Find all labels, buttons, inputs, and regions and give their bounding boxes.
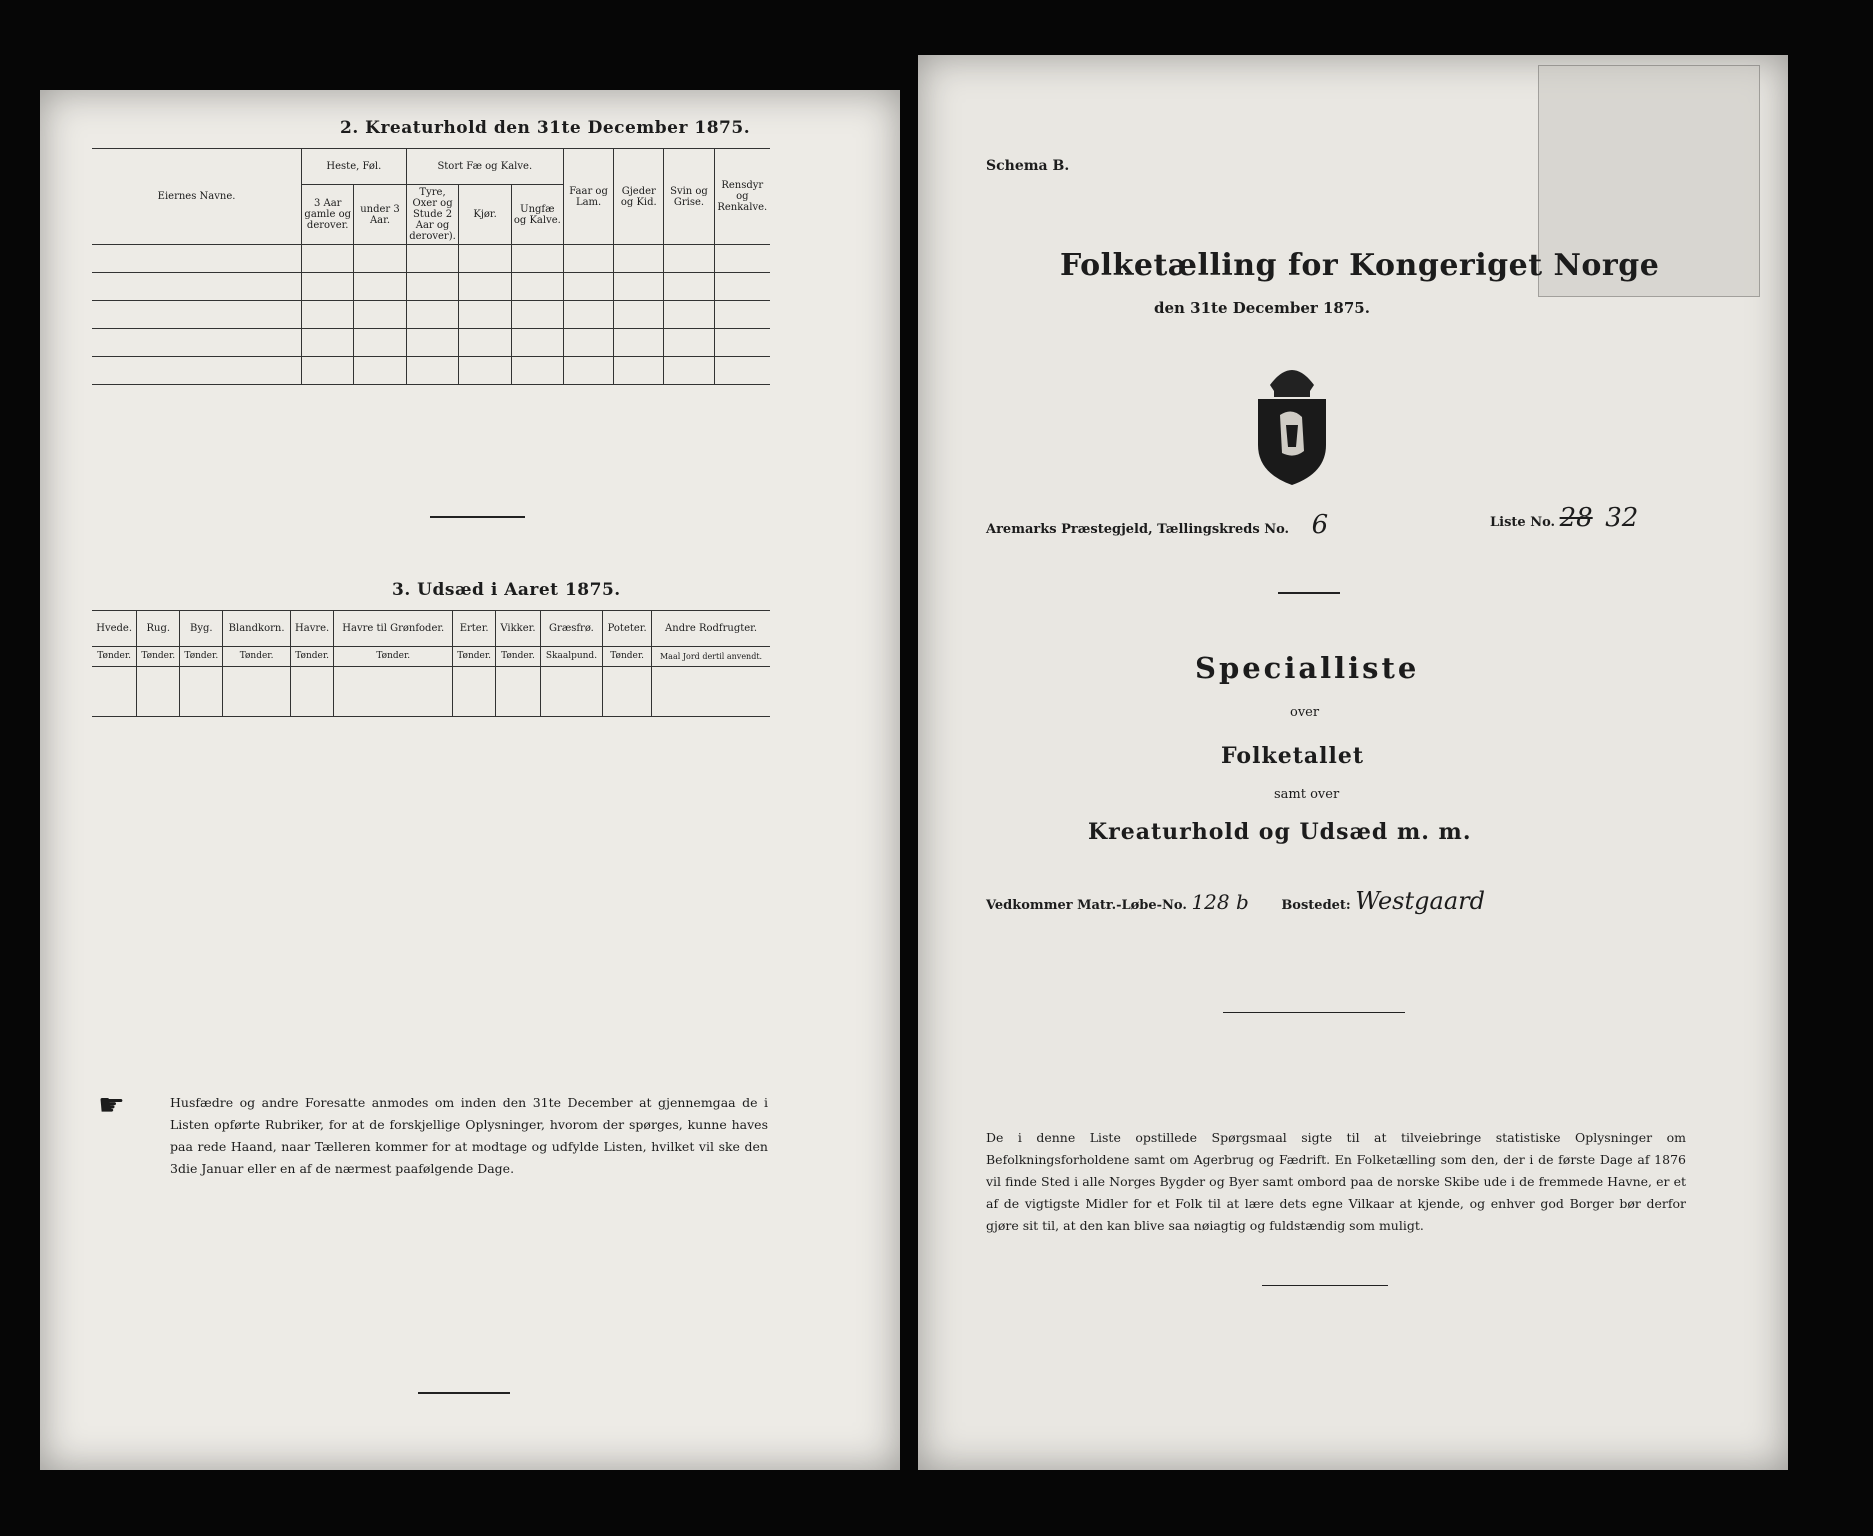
col-havre: Havre. (290, 611, 334, 647)
unit-graesfro: Skaalpund. (540, 647, 602, 667)
col-andre-rodfrugter: Andre Rodfrugter. (652, 611, 770, 647)
specialliste-heading: Specialliste (1195, 651, 1420, 685)
liste-line (1490, 503, 1638, 533)
col-rensdyr: Rensdyr og Renkalve. (714, 149, 770, 245)
table-row (92, 667, 770, 717)
census-date: den 31te December 1875. (1154, 299, 1370, 317)
col-erter: Erter. (453, 611, 496, 647)
footer-paragraph: De i denne Liste opstillede Spørgsmaal sigte til at tilveiebringe statistiske Oplysninger om Befolkningsforholdene samt om Agerbrug og Fædrift. En Folketælling som den, der i de første Dage af 1876 vil finde Sted i alle Norges Bygder og Byer samt ombord paa de norske Skibe ude i de fremmede Havne, er et af de vigtigste Midler for et Folk til at lære dets egne Vilkaar at kjende, og enhver god Borger bør derfor gjøre sit til, at den kan blive saa nøiagtig og fuldstændig som muligt. (986, 1130, 1686, 1233)
kreaturhold-heading: Kreaturhold og Udsæd m. m. (1088, 819, 1472, 845)
over-text-1: over (1290, 705, 1320, 720)
section3-title: 3. Udsæd i Aaret 1875. (392, 580, 621, 600)
udsaed-table (92, 610, 770, 717)
unit-andre-rodfrugter: Maal Jord dertil anvendt. (652, 647, 770, 667)
unit-rug: Tønder. (137, 647, 180, 667)
sub-heste-b: under 3 Aar. (354, 185, 406, 245)
col-poteter: Poteter. (603, 611, 652, 647)
liste-new-number: 32 (1605, 503, 1639, 533)
col-blandkorn: Blandkorn. (223, 611, 291, 647)
table-row (92, 301, 770, 329)
col-rug: Rug. (137, 611, 180, 647)
col-gjeder: Gjeder og Kid. (614, 149, 664, 245)
matr-value: 128 b (1191, 890, 1249, 914)
divider-rule-2 (1223, 1012, 1405, 1013)
folketallet-heading: Folketallet (1221, 743, 1364, 769)
table-row (92, 357, 770, 385)
unit-vikker: Tønder. (496, 647, 541, 667)
right-page (918, 55, 1788, 1470)
unit-havre-gronfoder: Tønder. (334, 647, 453, 667)
section2-title: 2. Kreaturhold den 31te December 1875. (340, 118, 751, 138)
col-svin: Svin og Grise. (664, 149, 714, 245)
sub-stort-c: Ungfæ og Kalve. (511, 185, 563, 245)
table-row (92, 273, 770, 301)
col-hvede: Hvede. (92, 611, 137, 647)
notice-paragraph: Husfædre og andre Foresatte anmodes om inden den 31te December at gjennemgaa de i Listen opførte Rubriker, for at de forskjellige Oplysninger, hvorom der spørges, kunne haves paa rede Haand, naar Tælleren kommer for at modtage og udfylde Listen, hvilket vil ske den 3die Januar eller en af de nærmest paafølgende Dage. (170, 1095, 768, 1176)
kreds-number: 6 (1311, 510, 1329, 540)
table-row (92, 245, 770, 273)
matr-line (986, 887, 1485, 915)
matr-label: Vedkommer Matr.-Løbe-No. (986, 898, 1187, 913)
pointing-hand-icon: ☛ (98, 1088, 125, 1123)
col-byg: Byg. (180, 611, 223, 647)
coat-of-arms-icon (1250, 355, 1334, 487)
unit-blandkorn: Tønder. (223, 647, 291, 667)
col-eiernes-navne: Eiernes Navne. (92, 149, 302, 245)
liste-label: Liste No. (1490, 515, 1556, 530)
col-vikker: Vikker. (496, 611, 541, 647)
sub-heste-a: 3 Aar gamle og derover. (302, 185, 354, 245)
group-stort-fae: Stort Fæ og Kalve. (406, 149, 563, 185)
unit-havre: Tønder. (290, 647, 334, 667)
prestegjeld-name: Aremarks (986, 522, 1057, 537)
group-heste: Heste, Føl. (302, 149, 407, 185)
unit-byg: Tønder. (180, 647, 223, 667)
bosted-value: Westgaard (1355, 887, 1485, 915)
col-graesfro: Græsfrø. (540, 611, 602, 647)
col-faar: Faar og Lam. (563, 149, 613, 245)
table-row (92, 329, 770, 357)
unit-erter: Tønder. (453, 647, 496, 667)
col-havre-gronfoder: Havre til Grønfoder. (334, 611, 453, 647)
kreaturhold-table (92, 148, 770, 385)
prestegjeld-line (986, 510, 1328, 540)
over-text-2: samt over (1274, 787, 1340, 802)
bosted-label: Bostedet: (1281, 898, 1351, 913)
divider-rule-1 (1278, 592, 1340, 594)
schema-label: Schema B. (986, 158, 1070, 174)
sub-stort-a: Tyre, Oxer og Stude 2 Aar og derover). (406, 185, 459, 245)
divider-rule (430, 516, 525, 518)
divider-rule-bottom (418, 1392, 510, 1394)
left-page (40, 90, 900, 1470)
liste-old-number: 28 (1559, 503, 1593, 533)
main-title: Folketælling for Kongeriget Norge (1060, 248, 1660, 283)
unit-poteter: Tønder. (603, 647, 652, 667)
sub-stort-b: Kjør. (459, 185, 511, 245)
divider-rule-3 (1262, 1285, 1388, 1286)
unit-hvede: Tønder. (92, 647, 137, 667)
prestegjeld-label: Præstegjeld, Tællingskreds No. (1061, 522, 1290, 537)
